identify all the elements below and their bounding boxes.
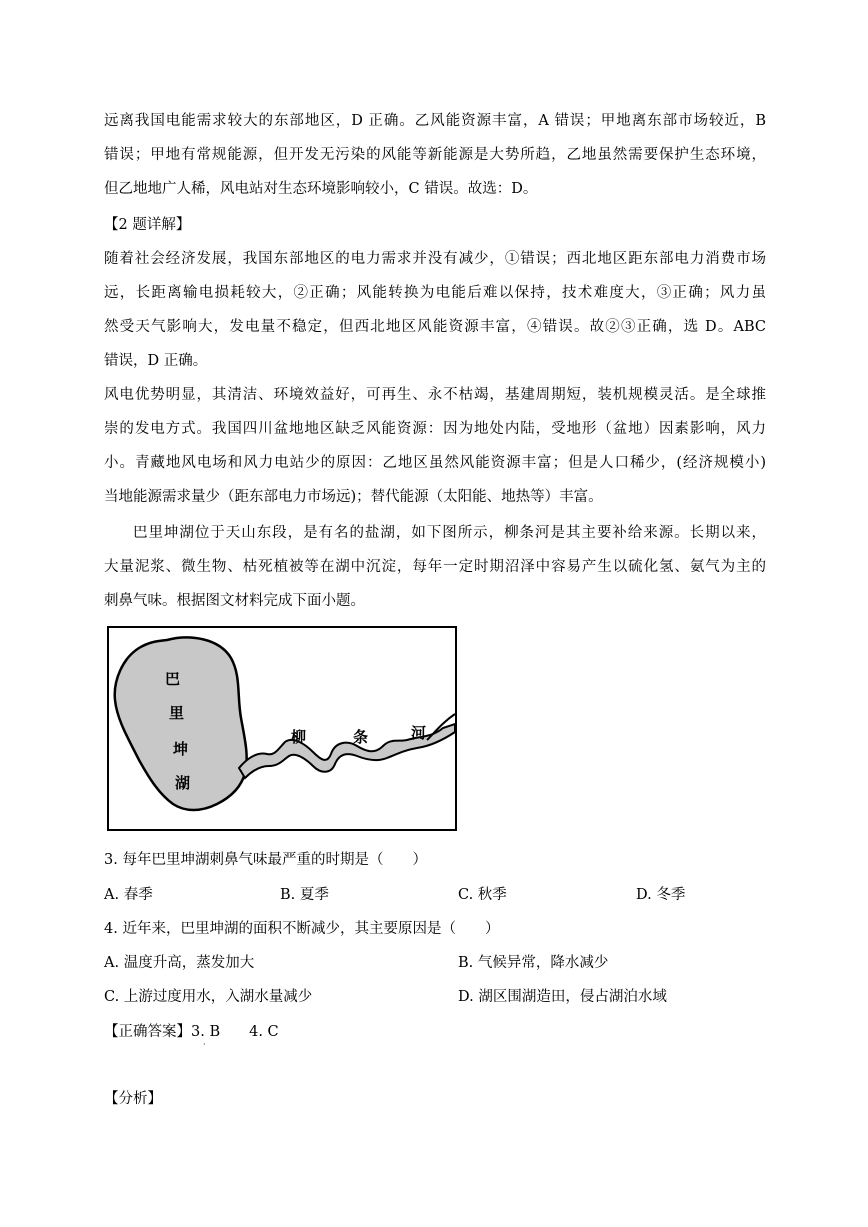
lake-map-figure <box>107 626 457 831</box>
river-label-char-1: 柳 <box>291 728 307 746</box>
para4-line3: 刺鼻气味。根据图文材料完成下面小题。 <box>104 593 365 609</box>
para2-line2: 远，长距离输电损耗较大，②正确；风能转换为电能后难以保持，技术难度大，③正确；风力虽 <box>104 285 766 301</box>
para3-line4: 当地能源需求量少（距东部电力市场远)；替代能源（太阳能、地热等）丰富。 <box>104 489 603 505</box>
q4-option-d[interactable]: D. 湖区围湖造田，侵占湖泊水域 <box>458 989 667 1005</box>
q3-option-b[interactable]: B. 夏季 <box>280 887 329 903</box>
q4-option-c[interactable]: C. 上游过度用水，入湖水量减少 <box>104 989 313 1005</box>
para3-line1: 风电优势明显，其清洁、环境效益好，可再生、永不枯竭，基建周期短，装机规模灵活。是全球推 <box>104 387 766 403</box>
analysis-heading: 【分析】 <box>104 1091 162 1107</box>
q4-option-a[interactable]: A. 温度升高，蒸发加大 <box>104 955 255 971</box>
lake-label-char-3: 坤 <box>173 740 189 758</box>
para4-line1: 巴里坤湖位于天山东段，是有名的盐湖，如下图所示，柳条河是其主要补给来源。长期以来， <box>133 525 766 541</box>
para1-line3: 但乙地地广人稀，风电站对生态环境影响较小，C 错误。故选：D。 <box>104 181 538 197</box>
para1-line1: 远离我国电能需求较大的东部地区，D 正确。乙风能资源丰富，A 错误；甲地离东部市场较近，B <box>104 113 766 129</box>
q3-option-d[interactable]: D. 冬季 <box>636 887 686 903</box>
para2-line1: 随着社会经济发展，我国东部地区的电力需求并没有减少，①错误；西北地区距东部电力消费市场 <box>104 251 766 267</box>
answer-line: 【正确答案】3. B 4. C <box>104 1024 279 1040</box>
para3-line3: 小。青藏地风电场和风力电站少的原因：乙地区虽然风能资源丰富；但是人口稀少，(经济规模小) <box>104 455 766 471</box>
q3-option-c[interactable]: C. 秋季 <box>458 887 507 903</box>
para2-line4: 错误，D 正确。 <box>104 353 208 369</box>
para1-line2: 错误；甲地有常规能源，但开发无污染的风能等新能源是大势所趋，乙地虽然需要保护生态环境， <box>104 147 766 163</box>
para3-line2: 崇的发电方式。我国四川盆地地区缺乏风能资源：因为地处内陆，受地形（盆地）因素影响，风力 <box>104 421 766 437</box>
section2-heading: 【2 题详解】 <box>104 217 191 233</box>
river-label-char-3: 河 <box>411 724 427 742</box>
river-label-char-2: 条 <box>353 728 369 746</box>
lake-label-char-4: 湖 <box>175 774 191 792</box>
q4-option-b[interactable]: B. 气候异常，降水减少 <box>458 955 609 971</box>
lake-label-char-1: 巴 <box>165 670 181 688</box>
para4-line2: 大量泥浆、微生物、枯死植被等在湖中沉淀，每年一定时期沼泽中容易产生以硫化氢、氨气为主的 <box>104 559 766 575</box>
q4-stem: 4. 近年来，巴里坤湖的面积不断减少，其主要原因是（ ） <box>104 921 500 937</box>
q3-stem: 3. 每年巴里坤湖刺鼻气味最严重的时期是（ ） <box>104 852 427 868</box>
stray-dot: · <box>203 1040 206 1049</box>
q3-option-a[interactable]: A. 春季 <box>104 887 153 903</box>
para2-line3: 然受天气影响大，发电量不稳定，但西北地区风能资源丰富，④错误。故②③正确，选 D。ABC <box>104 319 766 335</box>
lake-label-char-2: 里 <box>169 704 185 722</box>
lake-map-svg <box>109 628 455 829</box>
